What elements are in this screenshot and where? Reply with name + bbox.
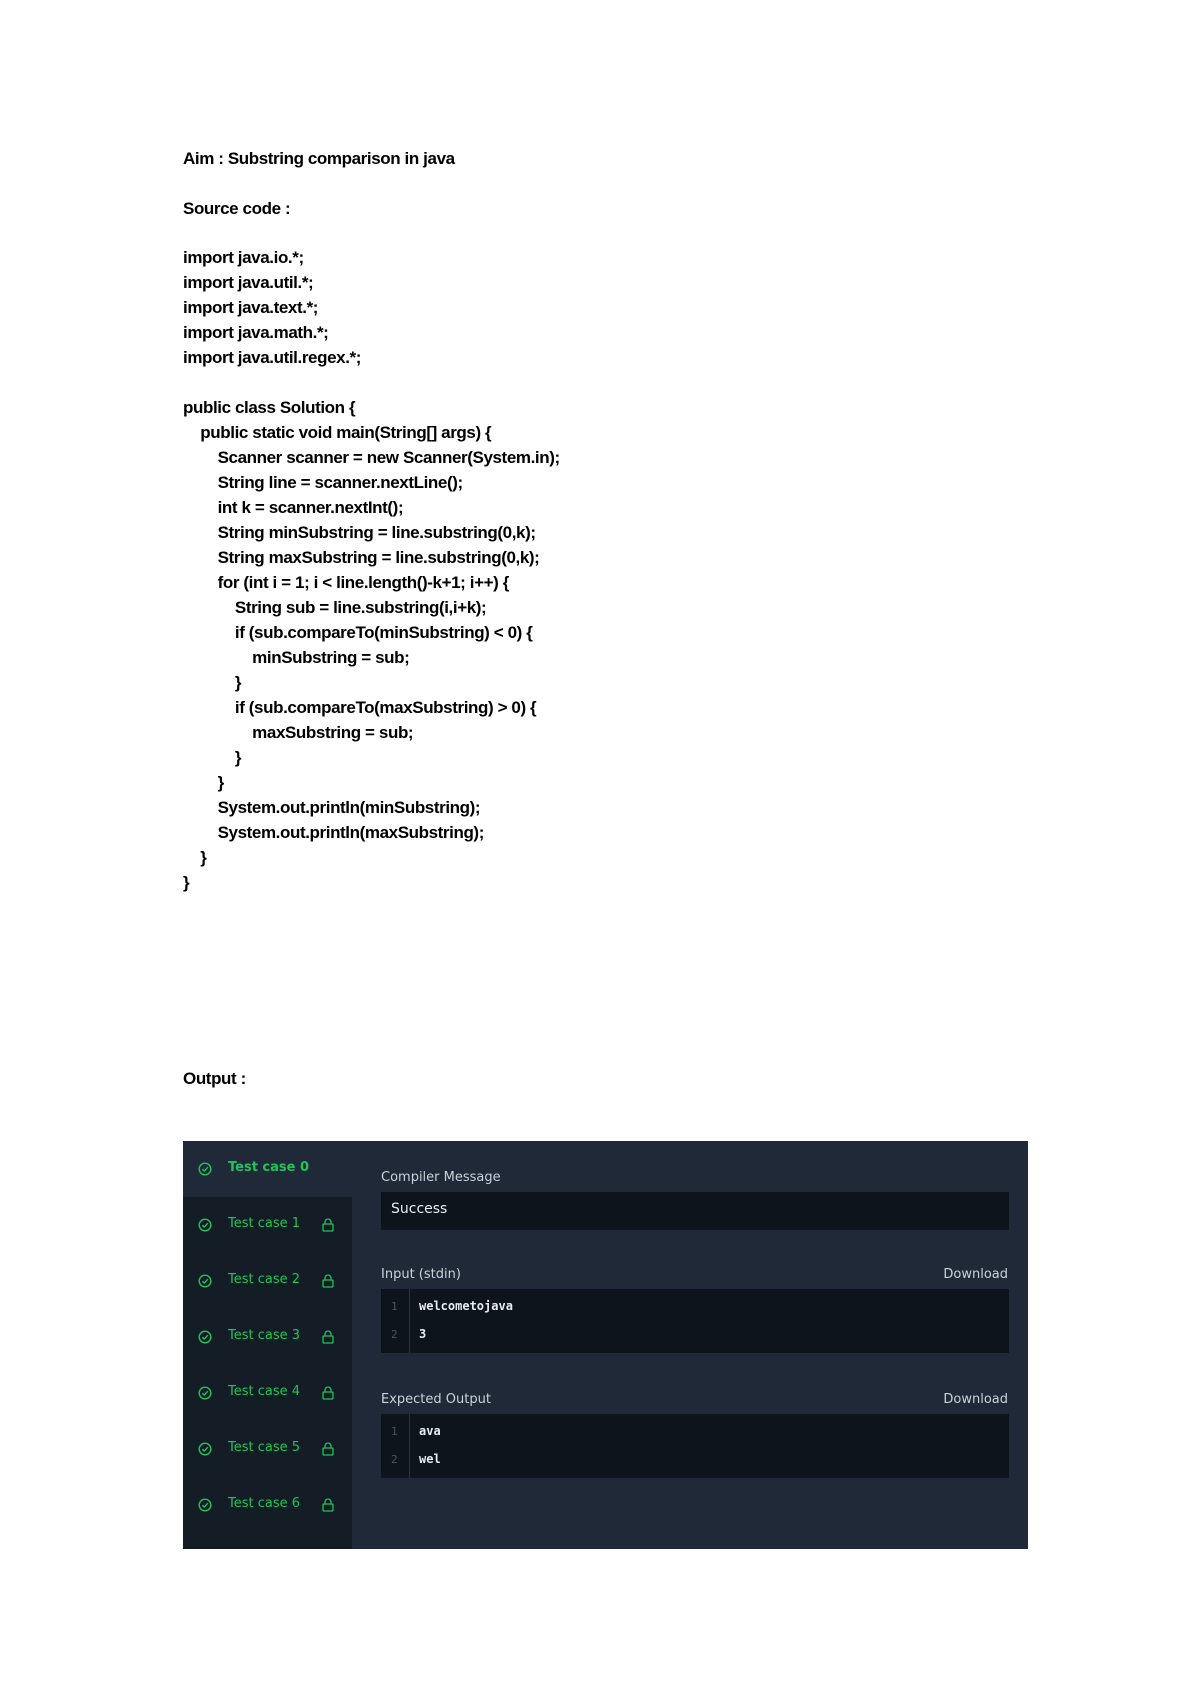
source-code-label: Source code : — [183, 199, 291, 218]
test-case-label: Test case 5 — [228, 1440, 301, 1455]
lock-icon — [322, 1330, 334, 1344]
input-download-link[interactable]: Download — [943, 1267, 1008, 1282]
compiler-message-box — [381, 1192, 1009, 1230]
lock-icon — [322, 1274, 334, 1288]
check-circle-icon — [198, 1218, 212, 1232]
expected-output-code-box — [381, 1414, 1009, 1478]
check-circle-icon — [198, 1498, 212, 1512]
check-circle-icon — [198, 1330, 212, 1344]
line-number: 2 — [391, 1453, 398, 1466]
input-code-box — [381, 1289, 1009, 1353]
test-case-label: Test case 6 — [228, 1496, 301, 1511]
aim-heading: Aim : Substring comparison in java — [183, 149, 455, 168]
check-circle-icon — [198, 1162, 212, 1176]
check-circle-icon — [198, 1386, 212, 1400]
compiler-message-text: Success — [391, 1201, 448, 1217]
test-case-item[interactable] — [183, 1197, 352, 1253]
output-screenshot — [183, 1141, 1028, 1549]
expected-output-label: Expected Output — [381, 1392, 491, 1407]
line-number-gutter — [381, 1414, 410, 1478]
expected-output-line: ava — [419, 1424, 441, 1438]
input-label: Input (stdin) — [381, 1267, 461, 1282]
expected-output-download-link[interactable]: Download — [943, 1392, 1008, 1407]
test-case-item[interactable] — [183, 1141, 352, 1197]
output-label: Output : — [183, 1069, 246, 1088]
input-line: welcometojava — [419, 1299, 513, 1313]
lock-icon — [322, 1386, 334, 1400]
check-circle-icon — [198, 1274, 212, 1288]
input-line: 3 — [419, 1327, 427, 1341]
test-case-label: Test case 3 — [228, 1328, 301, 1343]
test-case-label: Test case 2 — [228, 1272, 301, 1287]
test-case-item[interactable] — [183, 1477, 352, 1533]
compiler-message-label: Compiler Message — [381, 1170, 501, 1185]
test-case-item[interactable] — [183, 1253, 352, 1309]
line-number: 1 — [391, 1300, 398, 1313]
source-code-block: import java.io.*; import java.util.*; import java.text.*; import java.math.*; import java.util.regex.*; public class Solution { public static void main(String[] args) { Scanner scanner = new Scanner(System.in); String line = scanner.nextLine(); int k = scanner.nextInt(); String minSubstring = line.substring(0,k); String maxSubstring = line.substring(0,k); for (int i = 1; i < line.length()-k+1; i++) { String sub = line.substring(i,i+k); if (sub.compareTo(minSubstring) < 0) { minSubstring = sub; } if (sub.compareTo(maxSubstring) > 0) { maxSubstring = sub; } } System.out.println(minSubstring); System.out.println(maxSubstring); } } — [183, 248, 560, 892]
test-case-label: Test case 0 — [228, 1160, 310, 1175]
lock-icon — [322, 1442, 334, 1456]
expected-output-line: wel — [419, 1452, 441, 1466]
test-case-label: Test case 4 — [228, 1384, 301, 1399]
lock-icon — [322, 1218, 334, 1232]
check-circle-icon — [198, 1442, 212, 1456]
test-case-item[interactable] — [183, 1365, 352, 1421]
test-case-sidebar — [183, 1141, 352, 1549]
line-number: 1 — [391, 1425, 398, 1438]
test-case-item[interactable] — [183, 1421, 352, 1477]
line-number: 2 — [391, 1328, 398, 1341]
test-case-item[interactable] — [183, 1309, 352, 1365]
test-case-label: Test case 1 — [228, 1216, 301, 1231]
lock-icon — [322, 1498, 334, 1512]
line-number-gutter — [381, 1289, 410, 1353]
